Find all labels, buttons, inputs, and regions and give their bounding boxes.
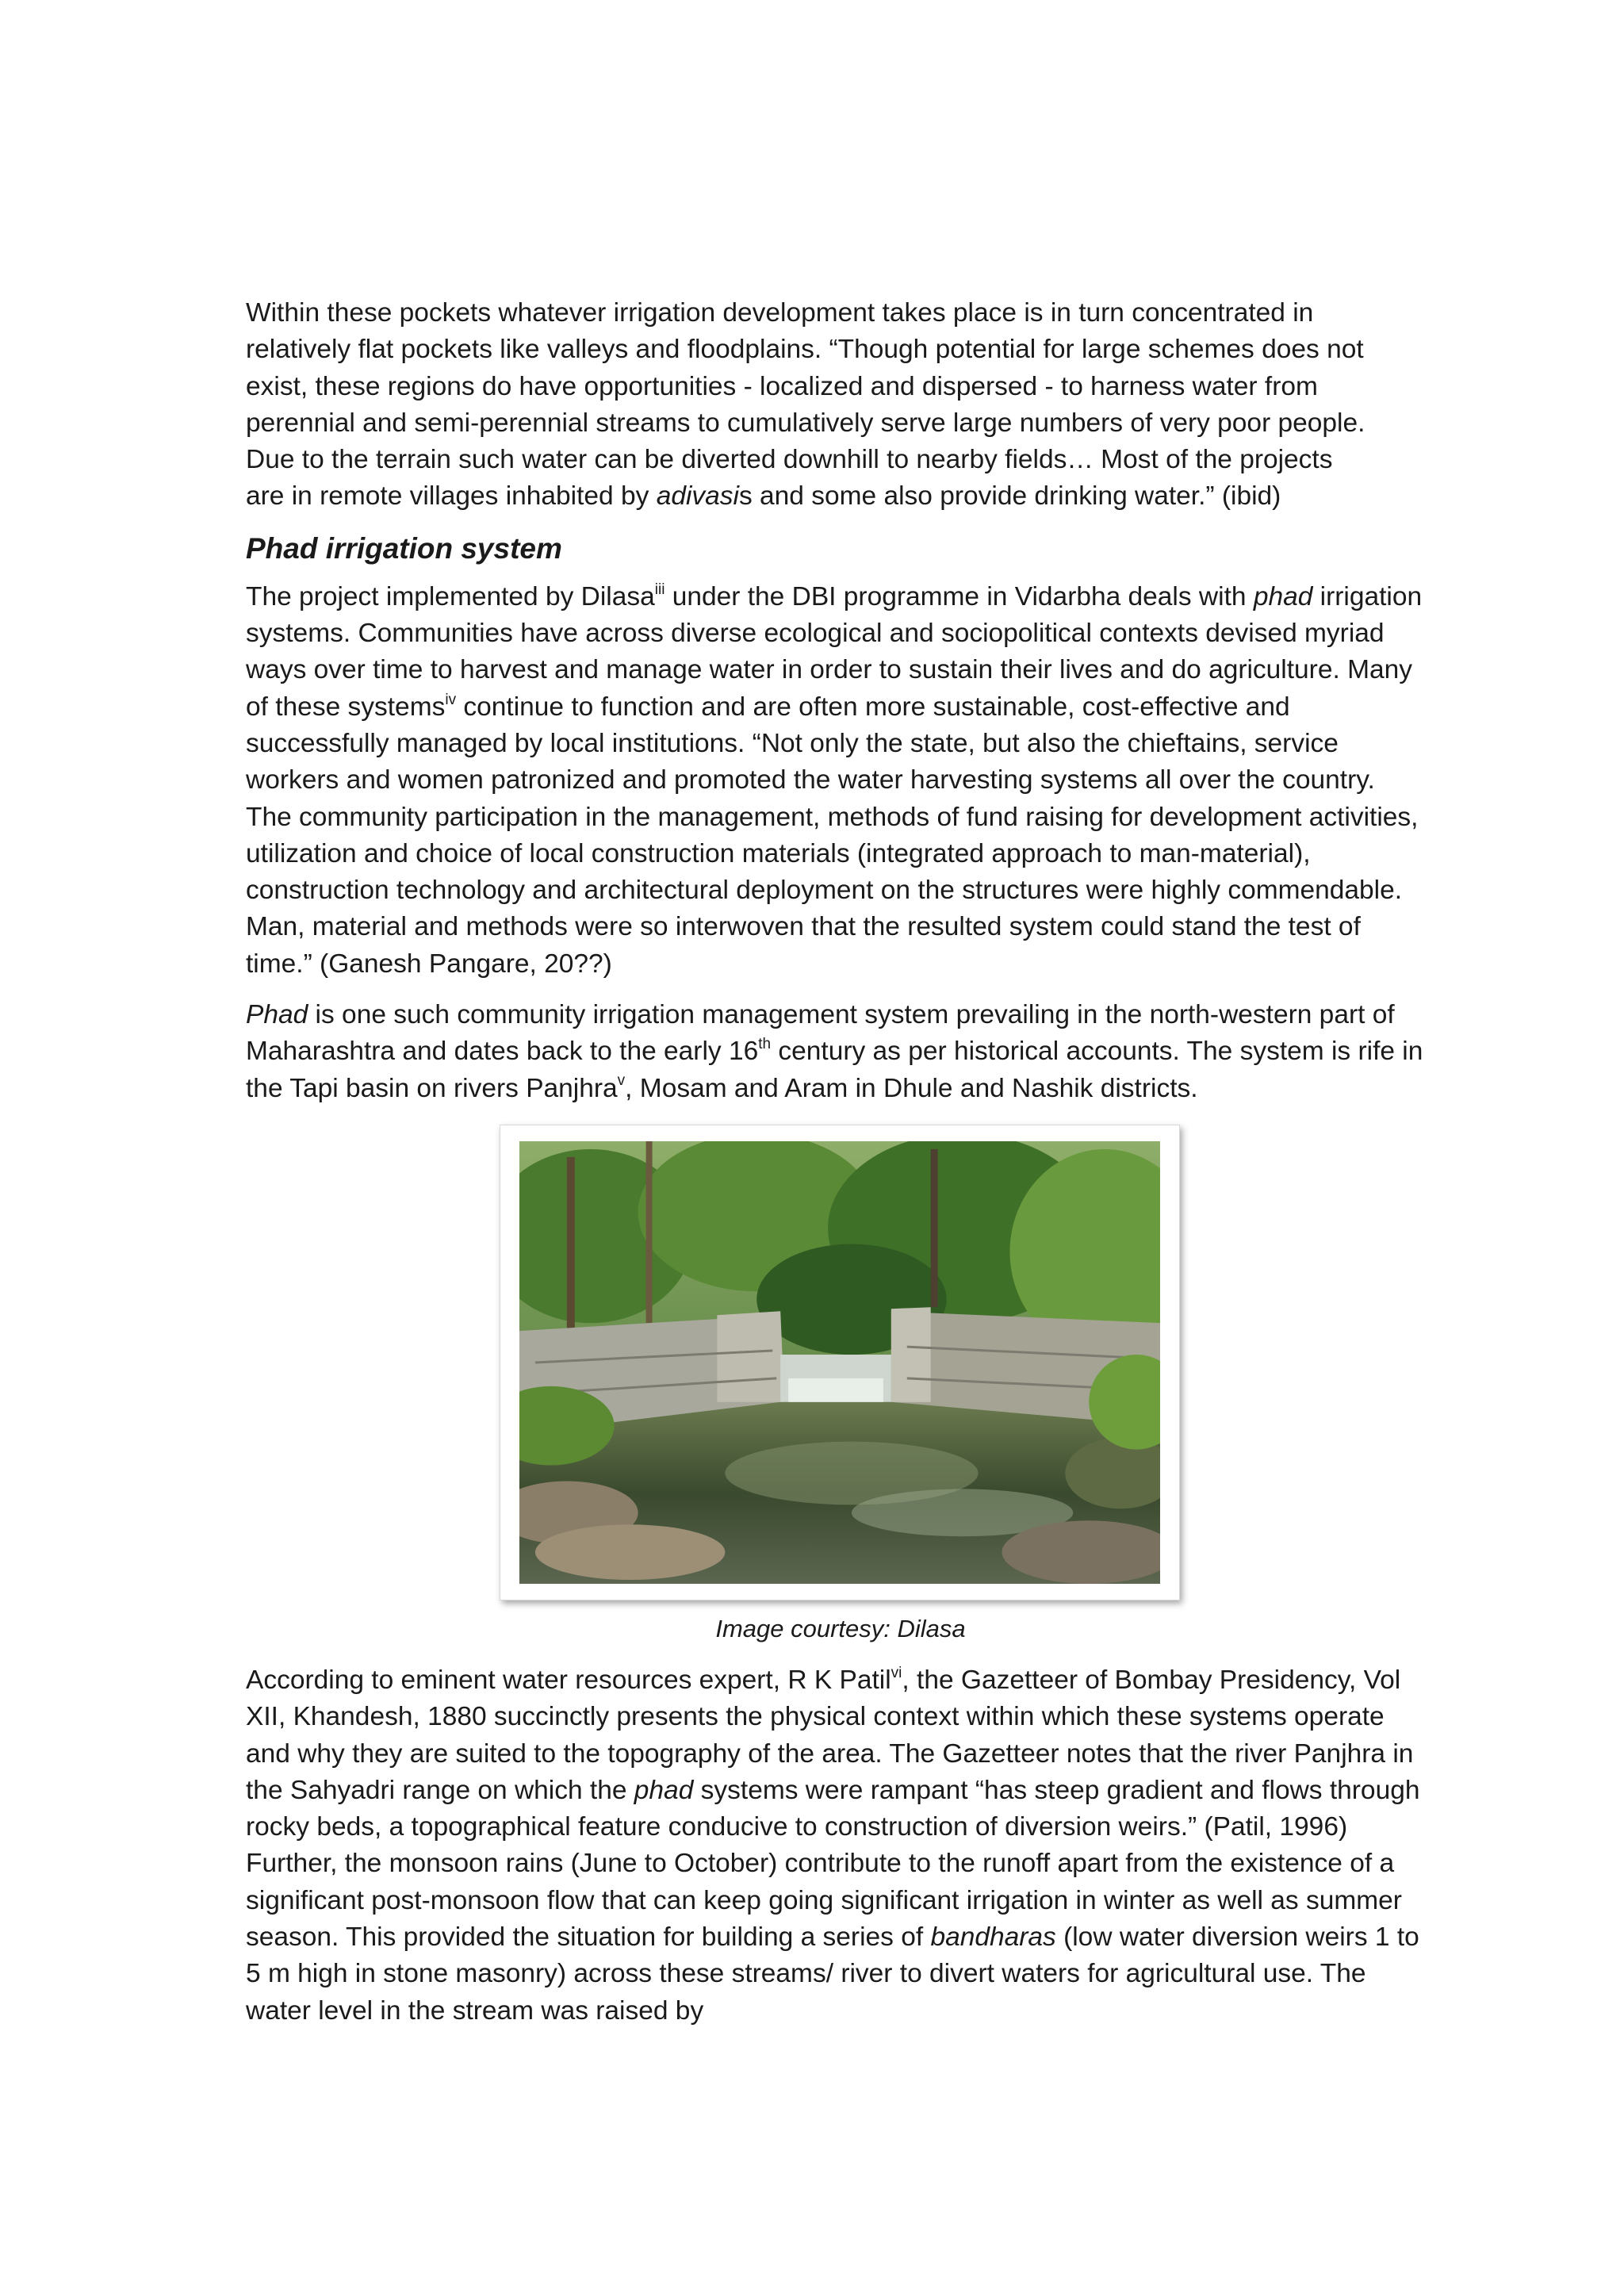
weir-photo bbox=[519, 1141, 1160, 1584]
para3-b: century as per historical accounts. The system is rife in the Tapi basin on rivers Panjhra bbox=[246, 1037, 1423, 1103]
footnote-ref-iii[interactable]: iii bbox=[654, 581, 665, 598]
para1-line6-b: s and some also provide drinking water.” (ibid) bbox=[738, 481, 1281, 512]
paragraph-intro bbox=[246, 295, 1427, 516]
para4-d: (low water diversion weirs 1 to 5 m high in stone masonry) across these streams/ river to divert waters for agricultural use. The water level in the stream was raised by bbox=[246, 1922, 1419, 2026]
document-page bbox=[246, 295, 1427, 2044]
para1-line5: Due to the terrain such water can be diverted downhill to nearby fields… Most of the projects bbox=[246, 445, 1333, 475]
figure bbox=[500, 1125, 1182, 1645]
para1-line4: perennial and semi-perennial streams to cumulatively serve large numbers of very poor people. bbox=[246, 408, 1365, 438]
para3-c: , Mosam and Aram in Dhule and Nashik districts. bbox=[625, 1073, 1198, 1103]
paragraph-dilasa bbox=[246, 579, 1427, 983]
para2-a: The project implemented by Dilasa bbox=[246, 581, 655, 611]
para2-phad: phad bbox=[1253, 581, 1313, 611]
para3-a: is one such community irrigation management system prevailing in the north-western part of Maharashtra and dates back to the early 16 bbox=[246, 1000, 1395, 1067]
para3-phad: Phad bbox=[246, 1000, 308, 1030]
para4-a: According to eminent water resources expert, R K Patil bbox=[246, 1665, 891, 1695]
para4-bandharas: bandharas bbox=[930, 1922, 1056, 1953]
footnote-ref-v[interactable]: v bbox=[617, 1072, 626, 1090]
superscript-th: th bbox=[758, 1036, 772, 1053]
section-heading: Phad irrigation system bbox=[246, 531, 562, 565]
footnote-ref-iv[interactable]: iv bbox=[445, 691, 457, 708]
para1-line6-a: are in remote villages inhabited by bbox=[246, 481, 657, 512]
para1-line3: exist, these regions do have opportunities - localized and dispersed - to harness water from bbox=[246, 371, 1318, 401]
photo-frame bbox=[500, 1125, 1180, 1600]
paragraph-phad bbox=[246, 997, 1427, 1107]
para4-phad: phad bbox=[634, 1775, 694, 1805]
para4-b: , the Gazetteer of Bombay Presidency, Vol XII, Khandesh, 1880 succinctly presents the physical context within which these systems operate and why they are suited to the topography of the area. The Gazetteer notes that the river Panjhra in the Sahyadri range on which the bbox=[246, 1665, 1414, 1805]
para2-b: under the DBI programme in Vidarbha deals with bbox=[665, 581, 1254, 611]
para2-c: irrigation systems. Communities have across diverse ecological and sociopolitical contexts devised myriad ways over time to harvest and manage water in order to sustain their lives and do agriculture. Many of these systems bbox=[246, 581, 1423, 722]
para1-line1: Within these pockets whatever irrigation development takes place is in turn concentrated in bbox=[246, 298, 1314, 328]
footnote-ref-vi[interactable]: vi bbox=[891, 1664, 902, 1681]
para4-c: systems were rampant “has steep gradient and flows through rocky beds, a topographical feature conducive to construction of diversion weirs.” (Patil, 1996) Further, the monsoon rains (June to October) contribute to the runoff apart from the existence of a significant post-monsoon flow that can keep going significant irrigation in winter as well as summer season. This provided the situation for building a series of bbox=[246, 1775, 1420, 1953]
figure-caption: Image courtesy: Dilasa bbox=[715, 1614, 966, 1642]
para1-line2: relatively flat pockets like valleys and floodplains. “Though potential for large schemes does not bbox=[246, 335, 1364, 365]
para2-d: continue to function and are often more sustainable, cost-effective and successfully managed by local institutions. “Not only the state, but also the chieftains, service workers and women patronized and promoted the water harvesting systems all over the country. The community participation in the management, methods of fund raising for development activities, utilization and choice of local construction materials (integrated approach to man-material), construction technology and architectural deployment on the structures were highly commendable. Man, material and methods were so interwoven that the resulted system could stand the test of time.” (Ganesh Pangare, 20??) bbox=[246, 692, 1419, 979]
paragraph-gazetteer bbox=[246, 1662, 1427, 2030]
para1-adivasi: adivasi bbox=[656, 481, 739, 512]
